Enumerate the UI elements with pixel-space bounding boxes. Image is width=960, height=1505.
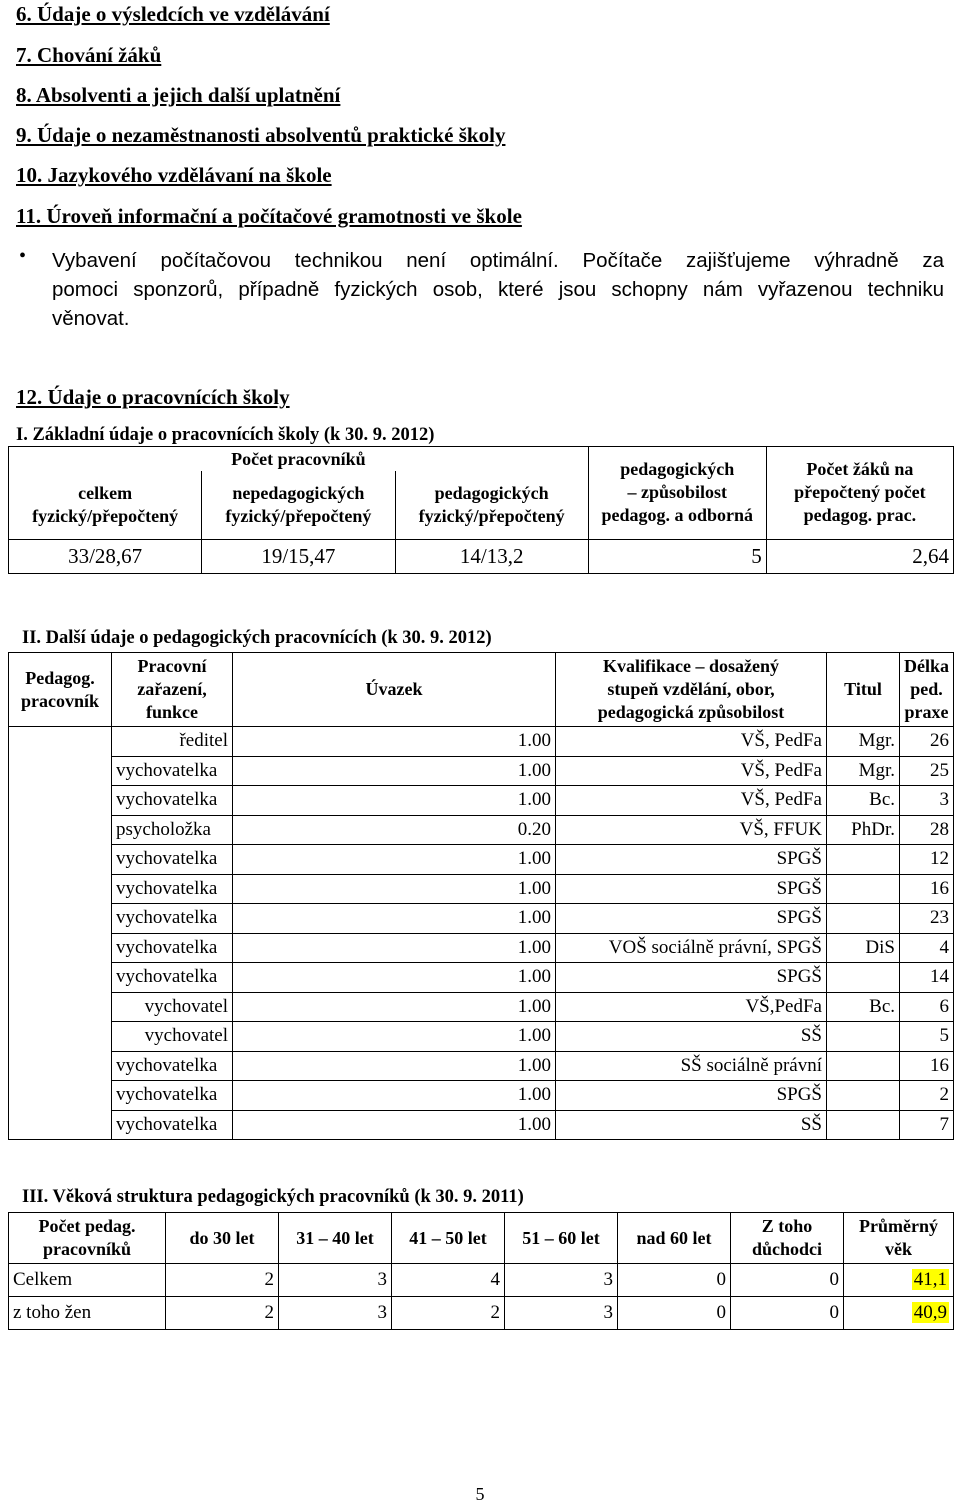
cell-nad60: 0 <box>618 1297 731 1330</box>
cell-kvalifikace: SPGŠ <box>556 963 827 993</box>
cell-pracovnik <box>9 1051 112 1081</box>
table-row <box>9 1022 954 1052</box>
cell-kvalifikace: SPGŠ <box>556 845 827 875</box>
table-row-zeny <box>9 1297 954 1330</box>
zarazeni-line-1: Pracovní <box>137 656 207 676</box>
section-3-title: III. Věková struktura pedagogických pracovníků (k 30. 9. 2011) <box>22 1187 524 1207</box>
cell-pracovnik <box>9 992 112 1022</box>
cell-uvazek: 1.00 <box>233 786 556 816</box>
table-row <box>9 756 954 786</box>
heading-7: 7. Chování žáků <box>16 43 162 67</box>
cell-praxe: 4 <box>900 933 954 963</box>
cell-do30: 2 <box>166 1297 279 1330</box>
cell-pracovnik <box>9 933 112 963</box>
cell-kvalifikace: VŠ, PedFa <box>556 756 827 786</box>
cell-funkce: vychovatelka <box>112 1110 233 1140</box>
cell-praxe: 6 <box>900 992 954 1022</box>
cell-prumer <box>844 1264 954 1297</box>
col-delka <box>900 653 954 727</box>
cell-titul: PhDr. <box>827 815 900 845</box>
prumer-line-2: věk <box>885 1239 912 1259</box>
cell-pracovnik <box>9 727 112 757</box>
cell-funkce: vychovatelka <box>112 756 233 786</box>
cell-praxe: 16 <box>900 1051 954 1081</box>
cell-funkce: vychovatelka <box>112 786 233 816</box>
cell-pedagogickych: 14/13,2 <box>395 539 588 573</box>
cell-uvazek: 1.00 <box>233 933 556 963</box>
para-line-1: Vybavení počítačovou technikou není optimální. Počítače zajišťujeme výhradně za <box>52 249 944 272</box>
age-structure-table <box>8 1212 954 1330</box>
celkem-line-1: celkem <box>78 482 133 503</box>
heading-10: 10. Jazykového vzdělávaní na škole <box>16 163 332 187</box>
heading-11: 11. Úroveň informační a počítačové gramotnosti ve škole <box>16 204 522 228</box>
pocet-line-1: Počet žáků na <box>806 459 914 480</box>
cell-pracovnik <box>9 963 112 993</box>
cell-uvazek: 1.00 <box>233 1110 556 1140</box>
highlighted-value: 40,9 <box>913 1302 947 1323</box>
cell-funkce: psycholožka <box>112 815 233 845</box>
col-prumer <box>844 1213 954 1264</box>
zarazeni-line-2: zařazení, <box>137 679 207 699</box>
cell-duchodci: 0 <box>731 1297 844 1330</box>
cell-funkce: vychovatelka <box>112 845 233 875</box>
cell-funkce: vychovatel <box>112 992 233 1022</box>
cell-uvazek: 1.00 <box>233 963 556 993</box>
section-1-title: I. Základní údaje o pracovnících školy (k 30. 9. 2012) <box>16 425 435 445</box>
cell-nepedagogickych: 19/15,47 <box>202 539 395 573</box>
cell-kvalifikace: SPGŠ <box>556 874 827 904</box>
cell-uvazek: 1.00 <box>233 1081 556 1111</box>
cell-funkce: vychovatelka <box>112 1081 233 1111</box>
cell-kvalifikace: SŠ <box>556 1022 827 1052</box>
cell-uvazek: 1.00 <box>233 992 556 1022</box>
cell-prumer <box>844 1297 954 1330</box>
col-pedagogickych <box>395 471 588 539</box>
cell-pracovnik <box>9 815 112 845</box>
cell-praxe: 28 <box>900 815 954 845</box>
cell-pracovnik <box>9 756 112 786</box>
col-titul: Titul <box>827 653 900 727</box>
cell-titul <box>827 1110 900 1140</box>
cell-titul <box>827 1051 900 1081</box>
group-header: Počet pracovníků <box>9 447 589 472</box>
pocet-pedag-line-2: pracovníků <box>42 1239 132 1259</box>
duchodci-line-1: Z toho <box>761 1216 813 1236</box>
table-row <box>9 992 954 1022</box>
cell-nad60: 0 <box>618 1264 731 1297</box>
col-duchodci <box>731 1213 844 1264</box>
cell-funkce: vychovatelka <box>112 1051 233 1081</box>
col-pracovnik <box>9 653 112 727</box>
cell-uvazek: 1.00 <box>233 756 556 786</box>
col-celkem <box>9 471 202 539</box>
table-row <box>9 963 954 993</box>
cell-zpusobilost: 5 <box>588 539 766 573</box>
cell-uvazek: 1.00 <box>233 904 556 934</box>
cell-41-50: 4 <box>392 1264 505 1297</box>
cell-titul <box>827 963 900 993</box>
kval-line-1: Kvalifikace – dosažený <box>603 656 779 676</box>
cell-titul: Mgr. <box>827 727 900 757</box>
cell-pracovnik <box>9 786 112 816</box>
cell-kvalifikace: SŠ sociálně právní <box>556 1051 827 1081</box>
cell-titul: Bc. <box>827 992 900 1022</box>
cell-praxe: 14 <box>900 963 954 993</box>
page-number: 5 <box>475 1484 485 1504</box>
cell-pracovnik <box>9 1022 112 1052</box>
col-51-60: 51 – 60 let <box>505 1213 618 1264</box>
delka-line-1: Délka <box>904 656 949 676</box>
staff-detail-table <box>8 652 954 1140</box>
cell-pocet-zaku: 2,64 <box>766 539 953 573</box>
prumer-line-1: Průměrný <box>859 1216 938 1236</box>
cell-funkce: ředitel <box>112 727 233 757</box>
table-row <box>9 1081 954 1111</box>
celkem-line-2: fyzický/přepočtený <box>32 505 179 526</box>
cell-uvazek: 1.00 <box>233 1051 556 1081</box>
table-row <box>9 1110 954 1140</box>
table-row <box>9 845 954 875</box>
duchodci-line-2: důchodci <box>751 1239 823 1259</box>
pocet-line-3: pedagog. prac. <box>803 505 917 526</box>
cell-duchodci: 0 <box>731 1264 844 1297</box>
col-41-50: 41 – 50 let <box>392 1213 505 1264</box>
cell-uvazek: 1.00 <box>233 1022 556 1052</box>
col-nepedagogickych <box>202 471 395 539</box>
cell-pracovnik <box>9 1081 112 1111</box>
bullet-icon: • <box>19 245 27 267</box>
ped-line-1: pedagogických <box>434 482 549 503</box>
col-pocet-zaku <box>766 447 953 540</box>
cell-celkem: 33/28,67 <box>9 539 202 573</box>
col-zarazeni <box>112 653 233 727</box>
cell-funkce: vychovatelka <box>112 933 233 963</box>
ped-line-2: fyzický/přepočtený <box>418 505 565 526</box>
kval-line-3: pedagogická způsobilost <box>597 702 785 722</box>
cell-praxe: 3 <box>900 786 954 816</box>
cell-51-60: 3 <box>505 1264 618 1297</box>
table-row <box>9 539 954 573</box>
cell-praxe: 23 <box>900 904 954 934</box>
cell-funkce: vychovatelka <box>112 874 233 904</box>
pracovnik-line-2: pracovník <box>20 690 99 711</box>
bullet-paragraph <box>52 246 944 333</box>
col-do30: do 30 let <box>166 1213 279 1264</box>
heading-6: 6. Údaje o výsledcích ve vzdělávání <box>16 2 330 26</box>
cell-praxe: 5 <box>900 1022 954 1052</box>
table-row <box>9 815 954 845</box>
col-nad60: nad 60 let <box>618 1213 731 1264</box>
staff-summary-table <box>8 446 954 574</box>
cell-uvazek: 0.20 <box>233 815 556 845</box>
cell-titul <box>827 1022 900 1052</box>
cell-praxe: 12 <box>900 845 954 875</box>
cell-pracovnik <box>9 1110 112 1140</box>
table-row <box>9 904 954 934</box>
row-label: z toho žen <box>9 1297 166 1330</box>
cell-uvazek: 1.00 <box>233 874 556 904</box>
heading-12: 12. Údaje o pracovnících školy <box>16 385 290 409</box>
cell-pracovnik <box>9 874 112 904</box>
cell-praxe: 16 <box>900 874 954 904</box>
cell-funkce: vychovatelka <box>112 963 233 993</box>
cell-pracovnik <box>9 845 112 875</box>
para-line-3: věnovat. <box>52 307 130 330</box>
kval-line-2: stupeň vzdělání, obor, <box>607 679 775 699</box>
zpus-line-1: pedagogických <box>620 459 735 480</box>
cell-do30: 2 <box>166 1264 279 1297</box>
col-uvazek: Úvazek <box>233 653 556 727</box>
highlighted-value: 41,1 <box>913 1269 947 1290</box>
cell-31-40: 3 <box>279 1264 392 1297</box>
para-line-2: pomoci sponzorů, případně fyzických osob, které jsou schopny nám vyřazenou techniku <box>52 278 944 301</box>
table-row <box>9 874 954 904</box>
cell-praxe: 7 <box>900 1110 954 1140</box>
cell-kvalifikace: VŠ, PedFa <box>556 727 827 757</box>
col-kvalifikace <box>556 653 827 727</box>
cell-kvalifikace: VŠ, FFUK <box>556 815 827 845</box>
cell-kvalifikace: SPGŠ <box>556 1081 827 1111</box>
row-label: Celkem <box>9 1264 166 1297</box>
table-row-celkem <box>9 1264 954 1297</box>
cell-praxe: 2 <box>900 1081 954 1111</box>
cell-funkce: vychovatel <box>112 1022 233 1052</box>
cell-titul <box>827 845 900 875</box>
heading-9: 9. Údaje o nezaměstnanosti absolventů praktické školy <box>16 123 506 147</box>
col-31-40: 31 – 40 let <box>279 1213 392 1264</box>
cell-uvazek: 1.00 <box>233 845 556 875</box>
heading-8: 8. Absolventi a jejich další uplatnění <box>16 83 341 107</box>
table-row <box>9 727 954 757</box>
section-2-title: II. Další údaje o pedagogických pracovnících (k 30. 9. 2012) <box>22 628 492 648</box>
table-row <box>9 1051 954 1081</box>
cell-praxe: 26 <box>900 727 954 757</box>
cell-titul: DiS <box>827 933 900 963</box>
zpus-line-2: – způsobilost <box>627 482 728 503</box>
cell-titul <box>827 904 900 934</box>
neped-line-1: nepedagogických <box>232 482 365 503</box>
cell-uvazek: 1.00 <box>233 727 556 757</box>
cell-pracovnik <box>9 904 112 934</box>
neped-line-2: fyzický/přepočtený <box>225 505 372 526</box>
pocet-pedag-line-1: Počet pedag. <box>38 1216 136 1236</box>
cell-31-40: 3 <box>279 1297 392 1330</box>
table-row <box>9 786 954 816</box>
col-pocet-pedag <box>9 1213 166 1264</box>
zpus-line-3: pedagog. a odborná <box>601 505 754 526</box>
delka-line-2: ped. <box>910 679 943 699</box>
table-row <box>9 933 954 963</box>
cell-funkce: vychovatelka <box>112 904 233 934</box>
cell-titul: Bc. <box>827 786 900 816</box>
cell-titul: Mgr. <box>827 756 900 786</box>
cell-titul <box>827 874 900 904</box>
zarazeni-line-3: funkce <box>145 702 198 722</box>
cell-51-60: 3 <box>505 1297 618 1330</box>
cell-praxe: 25 <box>900 756 954 786</box>
pracovnik-line-1: Pedagog. <box>25 667 95 688</box>
cell-kvalifikace: VŠ,PedFa <box>556 992 827 1022</box>
cell-41-50: 2 <box>392 1297 505 1330</box>
cell-kvalifikace: VOŠ sociálně právní, SPGŠ <box>556 933 827 963</box>
cell-kvalifikace: SPGŠ <box>556 904 827 934</box>
col-zpusobilost <box>588 447 766 540</box>
pocet-line-2: přepočtený počet <box>794 482 926 503</box>
cell-kvalifikace: SŠ <box>556 1110 827 1140</box>
cell-titul <box>827 1081 900 1111</box>
cell-kvalifikace: VŠ, PedFa <box>556 786 827 816</box>
delka-line-3: praxe <box>904 702 949 722</box>
